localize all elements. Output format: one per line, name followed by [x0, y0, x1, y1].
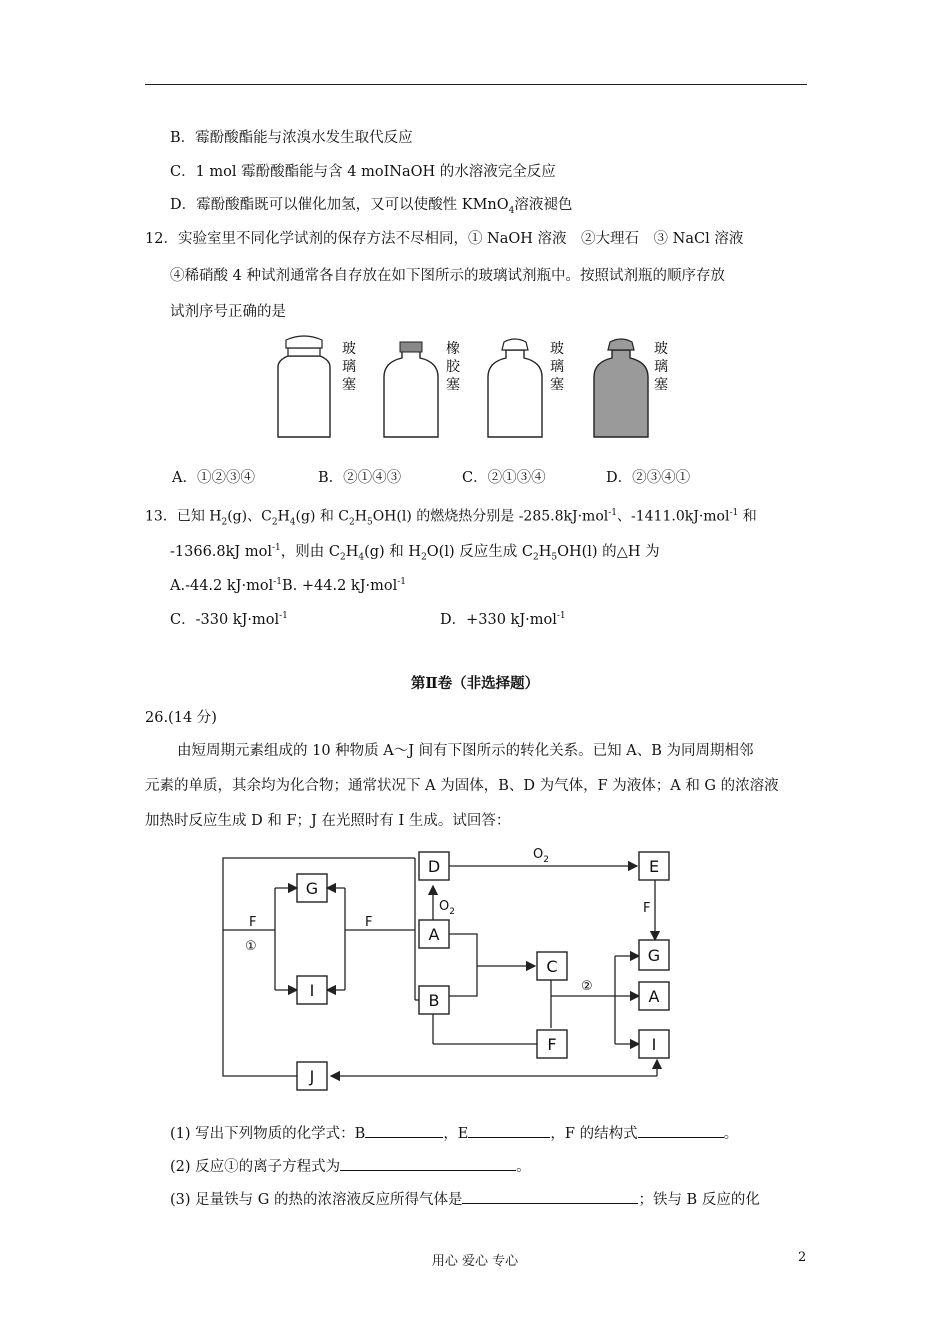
q26-paragraph-line1: 由短周期元素组成的 10 种物质 A～J 间有下图所示的转化关系。已知 A、B 为同周期相邻 [177, 743, 754, 759]
box-d: D [427, 857, 441, 876]
q12-stem-line3: 试剂序号正确的是 [170, 304, 286, 320]
bottle-2-label-2: 胶 [446, 359, 460, 375]
bottle-1-label-3: 塞 [342, 377, 356, 393]
header-rule [145, 84, 807, 85]
q26-paragraph-line2: 元素的单质，其余均为化合物；通常状况下 A 为固体，B、D 为气体，F 为液体；A 和 G 的浓溶液 [145, 778, 779, 794]
q12-option-b: B．②①④③ [318, 470, 402, 486]
blank-e[interactable] [468, 1123, 550, 1138]
label-circle-2: ② [581, 979, 593, 994]
q11-option-c: C．1 mol 霉酚酸酯能与含 4 moINaOH 的水溶液完全反应 [170, 164, 556, 180]
q26-subq3: (3) 足量铁与 G 的热的浓溶液反应所得气体是 ；铁与 B 反应的化 [170, 1189, 760, 1210]
bottle-3 [488, 339, 564, 437]
q26-conversion-diagram [215, 848, 685, 1094]
q12-stem-line1: 12．实验室里不同化学试剂的保存方法不尽相同，① NaOH 溶液 ②大理石 ③ NaCl 溶液 [145, 231, 744, 247]
box-g-left: G [305, 879, 319, 898]
q11-option-b: B．霉酚酸酯能与浓溴水发生取代反应 [170, 130, 413, 146]
bottle-1-label-2: 璃 [342, 359, 356, 375]
label-o2-top: $O_2$ [533, 848, 549, 865]
label-circle-1: ① [245, 939, 257, 954]
bottle-4 [594, 339, 668, 437]
bottle-4-label-1: 玻 [654, 341, 668, 357]
q26-subq1: (1) 写出下列物质的化学式：B ，E ，F 的结构式 。 [170, 1123, 738, 1144]
blank-ion-equation[interactable] [340, 1156, 516, 1171]
q12-option-c: C．②①③④ [462, 470, 546, 486]
page-number: 2 [798, 1250, 807, 1265]
q12-stem-line2: ④稀硝酸 4 种试剂通常各自存放在如下图所示的玻璃试剂瓶中。按照试剂瓶的顺序存放 [170, 268, 725, 284]
blank-f-structure[interactable] [638, 1123, 724, 1138]
bottle-4-label-2: 璃 [654, 359, 668, 375]
q12-bottles-figure [260, 332, 700, 444]
q13-options-ab: A.-44.2 kJ·mol$^{-1}$B. +44.2 kJ·mol$^{-1}$ [170, 577, 407, 594]
q12-option-a: A．①②③④ [172, 470, 255, 486]
box-g-right: G [647, 946, 661, 965]
box-i-left: I [309, 981, 315, 1000]
box-j: J [309, 1067, 315, 1086]
box-e: E [648, 857, 660, 876]
bottle-1-label-1: 玻 [342, 341, 356, 357]
box-a: A [428, 925, 440, 944]
section-2-title: 第Ⅱ卷（非选择题） [410, 675, 540, 692]
box-b: B [428, 991, 440, 1010]
q12-option-d: D．②③④① [606, 470, 691, 486]
q26-heading: 26.(14 分) [145, 710, 217, 726]
bottle-3-label-2: 璃 [550, 359, 564, 375]
q13-stem-line2: -1366.8kJ mol$^{-1}$，则由 $C_2H_4(g)$ 和 $H_2O(l)$ 反应生成 $C_2H_5OH(l)$ 的△H 为 [170, 543, 660, 563]
label-f-left: F [249, 915, 257, 930]
box-a-right: A [648, 987, 660, 1006]
bottle-1 [278, 336, 356, 437]
box-i-right: I [651, 1035, 657, 1054]
q26-paragraph-line3: 加热时反应生成 D 和 F；J 在光照时有 I 生成。试回答： [145, 813, 511, 829]
bottle-2-label-3: 塞 [446, 377, 460, 393]
q13-stem-line1: 13．已知 $H_2(g)$、$C_2H_4(g)$ 和 $C_2H_5OH(l)$ 的燃烧热分别是 -285.8kJ·mol$^{-1}$、-1411.0kJ·mol$^{-1}$ 和 [145, 508, 757, 528]
q13-option-c: C．-330 kJ·mol$^{-1}$ [170, 611, 288, 628]
bottle-3-label-3: 塞 [550, 377, 564, 393]
q11-option-d: D．霉酚酸酯既可以催化加氢，又可以使酸性 KMnO$_4$溶液褪色 [170, 197, 573, 216]
bottle-4-label-3: 塞 [654, 377, 668, 393]
q13-option-d: D．+330 kJ·mol$^{-1}$ [440, 611, 566, 628]
label-f-middle: F [365, 915, 373, 930]
label-o2-mid: $O_2$ [439, 899, 455, 917]
label-f-right: F [643, 901, 651, 916]
bottle-3-label-1: 玻 [550, 341, 564, 357]
box-f: F [547, 1035, 557, 1054]
blank-gas[interactable] [462, 1189, 638, 1204]
blank-b[interactable] [365, 1123, 443, 1138]
footer-slogan: 用心 爱心 专心 [431, 1254, 519, 1269]
bottle-2 [384, 340, 461, 437]
bottle-2-label-1: 橡 [446, 341, 460, 357]
box-c: C [546, 957, 558, 976]
q26-subq2: (2) 反应①的离子方程式为 。 [170, 1156, 531, 1177]
